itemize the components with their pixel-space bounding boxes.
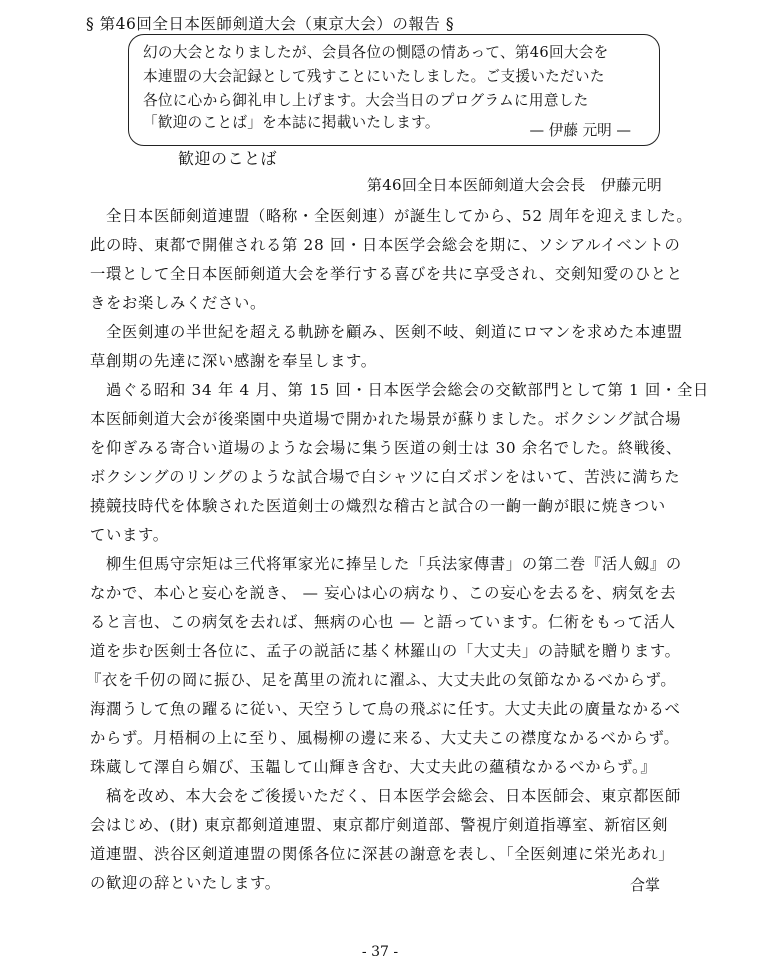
article-byline: 第46回全日本医師剣道大会会長 伊藤元明 bbox=[366, 176, 662, 194]
notice-line: 幻の大会となりましたが、会員各位の惻隠の情あって、第46回大会を bbox=[143, 44, 609, 61]
body-line: 道を歩む医剣士各位に、孟子の説話に基く林羅山の「大丈夫」の詩賦を贈ります。 bbox=[90, 642, 681, 660]
body-line: 海濶うして魚の躍るに従い、天空うして鳥の飛ぶに任す。大丈夫此の廣量なかるべ bbox=[90, 700, 681, 718]
body-line: 珠蔵して澤自ら媚び、玉韞して山輝き含む、大丈夫此の蘊積なかるべからず。』 bbox=[90, 758, 657, 776]
body-line: ボクシングのリングのような試合場で白シャツに白ズボンをはいて、苦渋に満ちた bbox=[90, 468, 681, 486]
notice-line: 本連盟の大会記録として残すことにいたしました。ご支援いただいた bbox=[143, 68, 605, 85]
body-line: ると言也、この病気を去れば、無病の心也 — と語っています。仁術をもって活人 bbox=[90, 613, 676, 631]
body-line: きをお楽しみください。 bbox=[90, 294, 266, 312]
body-line: 撓競技時代を体験された医道剣士の熾烈な稽古と試合の一齣一齣が眼に焼きつい bbox=[90, 497, 666, 515]
body-line: ています。 bbox=[90, 526, 169, 544]
editorial-notice-box bbox=[128, 34, 660, 146]
body-line: 稿を改め、本大会をご後援いただく、日本医学会総会、日本医師会、東京都医師 bbox=[106, 787, 681, 805]
body-line: なかで、本心と妄心を説き、 — 妄心は心の病なり、この妄心を去るを、病気を去 bbox=[90, 584, 677, 602]
page-heading: § 第46回全日本医師剣道大会（東京大会）の報告 § bbox=[86, 15, 455, 33]
notice-signature: — 伊藤 元明 — bbox=[529, 122, 631, 139]
body-line: 全日本医師剣道連盟（略称・全医剣連）が誕生してから、52 周年を迎えました。 bbox=[106, 207, 693, 225]
body-line: 此の時、東都で開催される第 28 回・日本医学会総会を期に、ソシアルイベントの bbox=[90, 236, 681, 254]
article-title: 歓迎のことば bbox=[178, 149, 278, 168]
body-line: 草創期の先達に深い感謝を奉呈します。 bbox=[90, 352, 377, 370]
notice-line: 各位に心から御礼申し上げます。大会当日のプログラムに用意した bbox=[143, 92, 589, 109]
body-line: 本医師剣道大会が後楽園中央道場で開かれた場景が蘇りました。ボクシング試合場 bbox=[90, 410, 682, 428]
notice-line: 「歓迎のことば」を本誌に掲載いたします。 bbox=[143, 114, 440, 131]
body-line: からず。月梧桐の上に至り、風楊柳の邊に来る、大丈夫この襟度なかるべからず。 bbox=[90, 729, 680, 747]
body-line: を仰ぎみる寄合い道場のような会場に集う医道の剣士は 30 余名でした。終戦後、 bbox=[90, 439, 682, 457]
body-line: の歓迎の辞といたします。 bbox=[90, 874, 281, 892]
body-line: 『衣を千仞の岡に振ひ、足を萬里の流れに濯ふ、大丈夫此の気節なかるべからず。 bbox=[86, 671, 677, 689]
body-line: 全医剣連の半世紀を超える軌跡を顧み、医剣不岐、剣道にロマンを求めた本連盟 bbox=[106, 323, 683, 341]
body-line: 道連盟、渋谷区剣道連盟の関係各位に深甚の謝意を表し、「全医剣連に栄光あれ」 bbox=[90, 845, 675, 863]
body-line: 会はじめ、(財) 東京都剣道連盟、東京都庁剣道部、警視庁剣道指導室、新宿区剣 bbox=[90, 816, 669, 834]
body-line: 過ぐる昭和 34 年 4 月、第 15 回・日本医学会総会の交歓部門として第 1 回・全日 bbox=[106, 381, 709, 399]
body-line: 柳生但馬守宗矩は三代将軍家光に捧呈した「兵法家傳書」の第二巻『活人劔』の bbox=[106, 555, 682, 573]
body-line: 一環として全日本医師剣道大会を挙行する喜びを共に享受され、交剣知愛のひとと bbox=[90, 265, 683, 283]
page-number: - 37 - bbox=[361, 944, 399, 960]
closing-word: 合掌 bbox=[629, 876, 660, 894]
